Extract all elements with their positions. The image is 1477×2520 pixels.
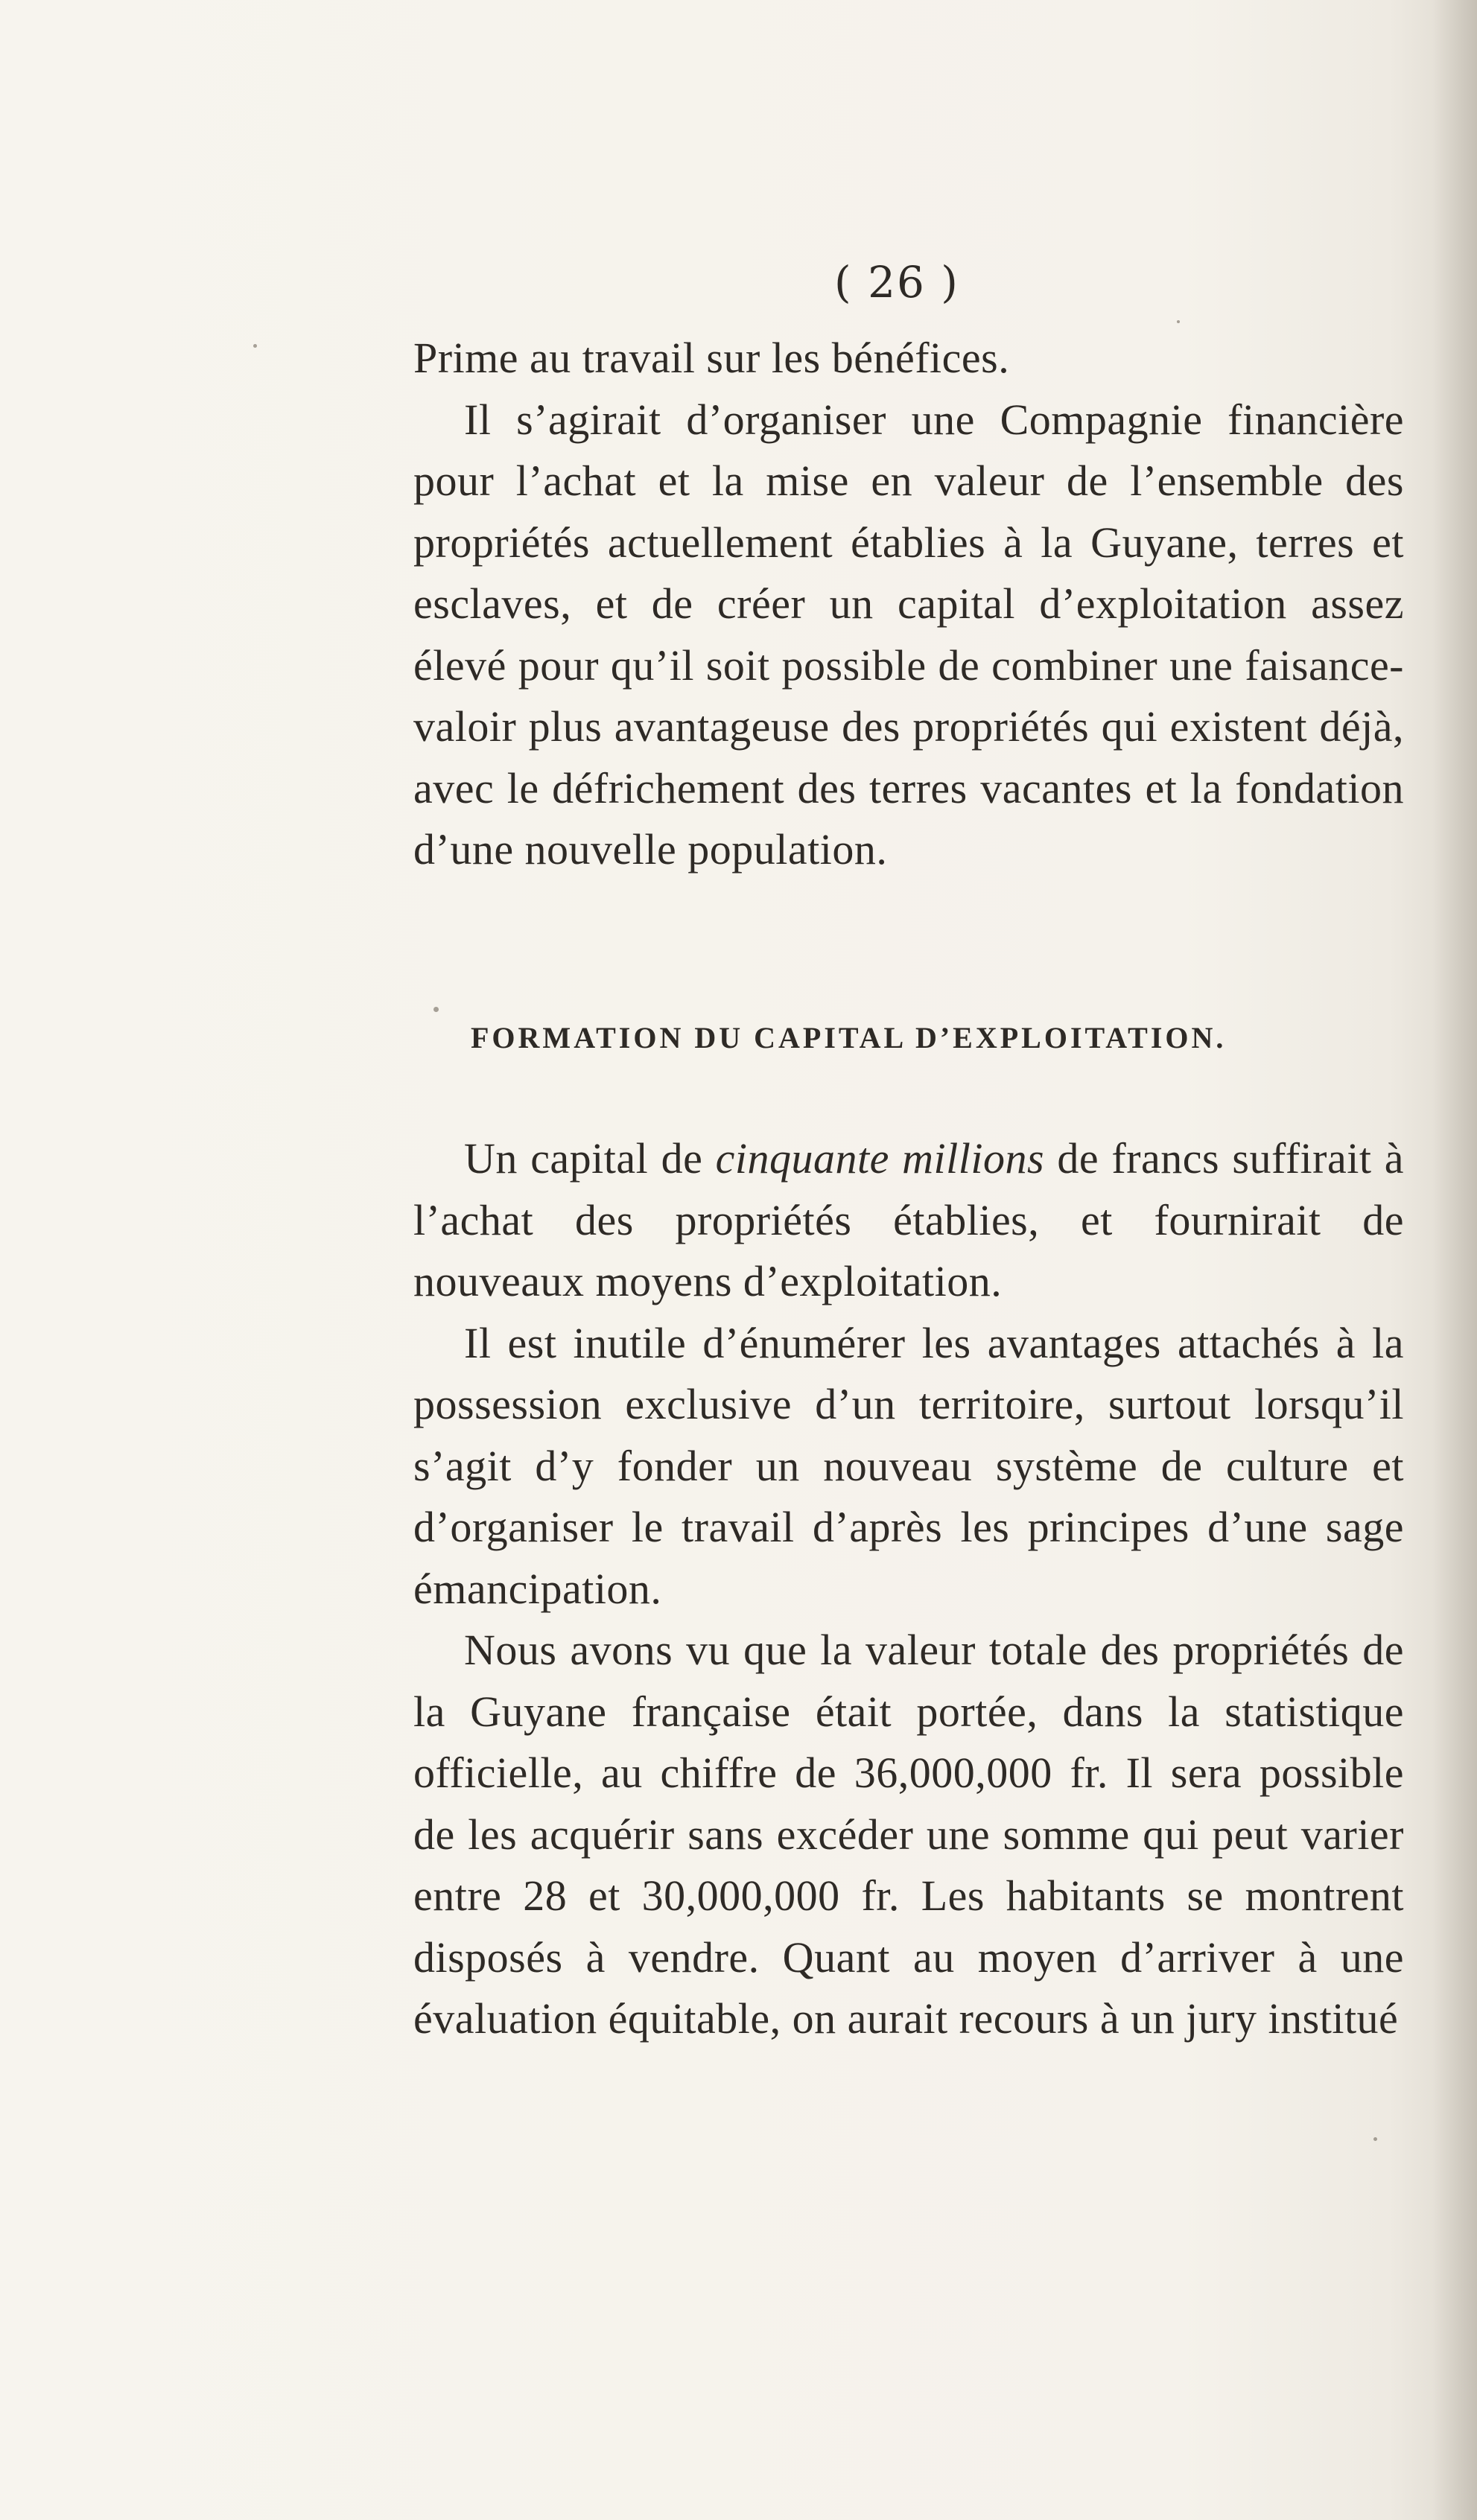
text-block-bottom <box>413 1128 1404 2050</box>
paragraph-3: Il est inutile d’énumérer les avantages attachés à la possession exclusive d’un territoire, surtout lorsqu’il s’agit d’y fonder un nouveau système de culture et d’organiser le travail d’après les principes d’une sage émancipation. <box>413 1318 1404 1613</box>
paper-speck <box>253 344 257 348</box>
section-heading: FORMATION DU CAPITAL D’EXPLOITATION. <box>471 1021 1227 1054</box>
paragraph-2-italic: cinquante millions <box>715 1134 1045 1183</box>
intro-line: Prime au travail sur les bénéfices. <box>413 334 1010 382</box>
spine-shadow <box>1432 0 1477 2520</box>
paragraph-2-end: de francs suffirait à l’achat des propriétés établies, et fournirait de nouveaux moyens d’exploitation. <box>413 1134 1404 1305</box>
page-number: ( 26 ) <box>834 257 959 308</box>
paper-speck <box>1177 320 1180 323</box>
text-block-top <box>413 328 1404 881</box>
paragraph-2-start: Un capital de <box>464 1134 716 1183</box>
paper-speck <box>1373 2137 1377 2141</box>
paragraph-1: Il s’agirait d’organiser une Compagnie financière pour l’achat et la mise en valeur de l’ensemble des propriétés actuellement établies à la Guyane, terres et esclaves, et de créer un capital d’exploitation assez élevé pour qu’il soit possible de combiner une faisance-valoir plus avantageuse des propriétés qui existent déjà, avec le défrichement des terres vacantes et la fondation d’une nouvelle population. <box>413 395 1404 874</box>
paper-speck <box>433 1007 439 1012</box>
paragraph-2 <box>413 1128 1404 1313</box>
paragraph-4: Nous avons vu que la valeur totale des propriétés de la Guyane française était portée, dans la statistique officielle, au chiffre de 36,000,000 fr. Il sera possible de les acquérir sans excéder une somme qui peut varier entre 28 et 30,000,000 fr. Les habitants se montrent disposés à vendre. Quant au moyen d’arriver à une évaluation équitable, on aurait recours à un jury institué <box>413 1626 1404 2043</box>
